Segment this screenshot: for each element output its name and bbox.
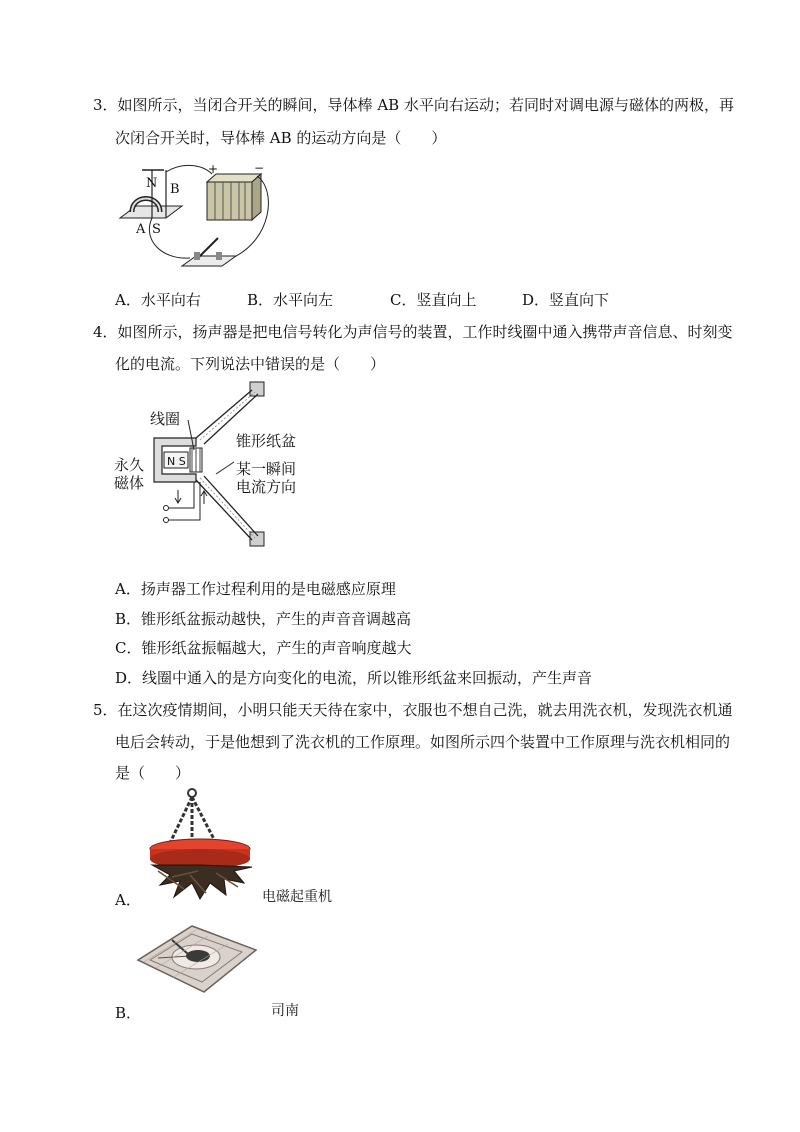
q4-label-cone: 锥形纸盆 — [236, 432, 297, 450]
q3-label-b: B — [170, 182, 180, 197]
q4-stem-line2: 化的电流。下列说法中错误的是（ ） — [115, 355, 386, 373]
q4-label-current-1: 某一瞬间 — [236, 460, 297, 478]
q3-option-b[interactable]: B．水平向左 — [247, 291, 334, 309]
q4-option-c[interactable]: C．锥形纸盆振幅越大，产生的声音响度越大 — [115, 639, 412, 657]
q4-label-current-2: 电流方向 — [236, 478, 297, 496]
q3-label-a: A — [136, 222, 146, 237]
q4-option-d[interactable]: D．线圈中通入的是方向变化的电流，所以锥形纸盆来回振动，产生声音 — [115, 669, 593, 687]
q3-circuit-diagram — [112, 160, 282, 278]
q3-option-a[interactable]: A．水平向右 — [115, 291, 201, 309]
q4-label-magnet-1: 永久 — [114, 456, 145, 474]
sinan-compass-image — [132, 920, 262, 1000]
q3-label-plus: + — [208, 162, 219, 176]
q4-label-coil: 线圈 — [150, 410, 181, 428]
q4-figure — [112, 380, 312, 552]
q3-label-minus: − — [254, 161, 265, 175]
q3-label-n: N — [146, 176, 158, 191]
q4-stem-line1: 4．如图所示，扬声器是把电信号转化为声信号的装置，工作时线圈中通入携带声音信息、时刻变 — [93, 323, 733, 341]
q3-stem-line2: 次闭合开关时，导体棒 AB 的运动方向是（ ） — [115, 129, 447, 147]
electromagnetic-crane-image — [140, 785, 260, 910]
q3-option-d[interactable]: D．竖直向下 — [522, 291, 610, 309]
q5-option-a-image — [140, 785, 260, 910]
q5-stem-line2: 电后会转动，于是他想到了洗衣机的工作原理。如图所示四个装置中工作原理与洗衣机相同的 — [115, 733, 731, 751]
q5-option-a[interactable]: A． — [115, 891, 141, 909]
q5-option-b[interactable]: B． — [115, 1004, 142, 1022]
q5-stem-line1: 5．在这次疫情期间，小明只能天天待在家中，衣服也不想自己洗，就去用洗衣机，发现洗衣机通 — [93, 701, 733, 719]
q4-label-ns: N S — [167, 455, 186, 468]
q3-stem-line1: 3．如图所示，当闭合开关的瞬间，导体棒 AB 水平向右运动；若同时对调电源与磁体的两极，再 — [93, 96, 734, 114]
q4-option-a[interactable]: A．扬声器工作过程利用的是电磁感应原理 — [115, 580, 396, 598]
q3-option-c[interactable]: C．竖直向上 — [390, 291, 477, 309]
q5-option-b-image — [132, 920, 262, 1000]
q4-option-b[interactable]: B．锥形纸盆振动越快，产生的声音音调越高 — [115, 610, 412, 628]
q4-speaker-diagram — [112, 380, 312, 552]
q4-label-magnet-2: 磁体 — [114, 474, 145, 492]
q3-figure — [112, 160, 282, 278]
q5-option-a-caption: 电磁起重机 — [262, 889, 332, 905]
q5-option-b-caption: 司南 — [271, 1003, 299, 1019]
q5-stem-line3: 是（ ） — [115, 764, 191, 782]
q3-label-s: S — [152, 222, 161, 237]
